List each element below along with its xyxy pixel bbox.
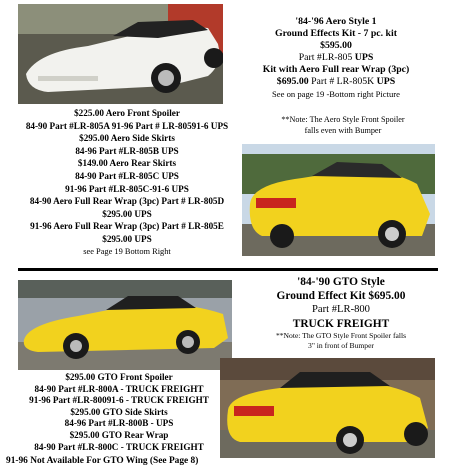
aero-heading-line-6: $695.00 Part # LR-805K UPS	[276, 76, 396, 87]
aero-list-item: see Page 19 Bottom Right	[83, 246, 171, 256]
gto-part-number: Part #LR-800	[312, 304, 370, 315]
aero-heading-line-1: '84-'96 Aero Style 1	[295, 16, 377, 27]
gto-list-item: 84-96 Part #LR-800B - UPS	[64, 418, 174, 429]
gto-note-line-1: **Note: The GTO Style Front Spoiler falls	[275, 331, 407, 340]
gto-heading	[236, 275, 446, 351]
photo-yellow-corvette-gto-rear	[220, 358, 435, 458]
aero-list-item: 84-90 Part #LR-805C UPS	[75, 170, 179, 181]
gto-list-item: $295.00 GTO Side Skirts	[70, 406, 168, 417]
aero-list-item: 84-90 Aero Full Rear Wrap (3pc) Part # LR-805D	[29, 196, 225, 207]
aero-list-item: 91-96 Part #LR-805C-91-6 UPS	[65, 183, 189, 194]
photo-yellow-corvette-gto-side	[18, 280, 232, 370]
aero-note-line-2: falls even with Bumper	[304, 126, 382, 135]
aero-heading-line-4: Part #LR-805 UPS	[298, 52, 374, 63]
aero-list-item: $295.00 Aero Side Skirts	[79, 133, 175, 144]
aero-list-item: $225.00 Aero Front Spoiler	[74, 108, 180, 118]
aero-list-item: $149.00 Aero Rear Skirts	[77, 158, 177, 169]
aero-list-item: 84-90 Part #LR-805A 91-96 Part # LR-80591-6 UPS	[25, 120, 229, 131]
gto-title-line-2: Ground Effect Kit $695.00	[276, 290, 406, 302]
aero-heading-line-3: $595.00	[320, 40, 352, 51]
gto-list-item: 84-90 Part #LR-800C - TRUCK FREIGHT	[34, 441, 204, 452]
aero-list-item: 91-96 Aero Full Rear Wrap (3pc) Part # LR-805E	[30, 221, 224, 232]
section-divider	[18, 268, 438, 271]
gto-note-line-2: 3" in front of Bumper	[308, 341, 374, 350]
aero-note-line-1: **Note: The Aero Style Front Spoiler	[281, 115, 405, 124]
gto-list-item: $295.00 GTO Rear Wrap	[69, 429, 169, 440]
aero-list-item: $295.00 UPS	[102, 208, 152, 219]
photo-white-corvette-aero	[18, 4, 223, 104]
gto-title-line-1: '84-'90 GTO Style	[297, 276, 385, 288]
aero-list-item: 84-96 Part #LR-805B UPS	[75, 145, 179, 156]
aero-parts-list	[10, 107, 244, 258]
aero-heading	[226, 16, 446, 100]
aero-heading-line-7: See on page 19 -Bottom right Picture	[272, 89, 400, 99]
aero-note	[248, 114, 438, 136]
gto-parts-list	[14, 372, 224, 453]
aero-heading-line-5: Kit with Aero Full rear Wrap (3pc)	[262, 64, 410, 75]
gto-freight: TRUCK FREIGHT	[292, 318, 390, 330]
aero-heading-line-2: Ground Effects Kit - 7 pc. kit	[274, 28, 397, 39]
aero-list-item: $295.00 UPS	[102, 233, 152, 244]
gto-list-item: 84-90 Part #LR-800A - TRUCK FREIGHT	[34, 383, 204, 394]
photo-yellow-corvette-rear	[242, 144, 435, 256]
gto-list-item: $295.00 GTO Front Spoiler	[65, 372, 173, 382]
gto-list-item-last: 91-96 Not Available For GTO Wing (See Page 8)	[6, 456, 199, 466]
gto-list-item: 91-96 Part #LR-80091-6 - TRUCK FREIGHT	[29, 395, 209, 406]
